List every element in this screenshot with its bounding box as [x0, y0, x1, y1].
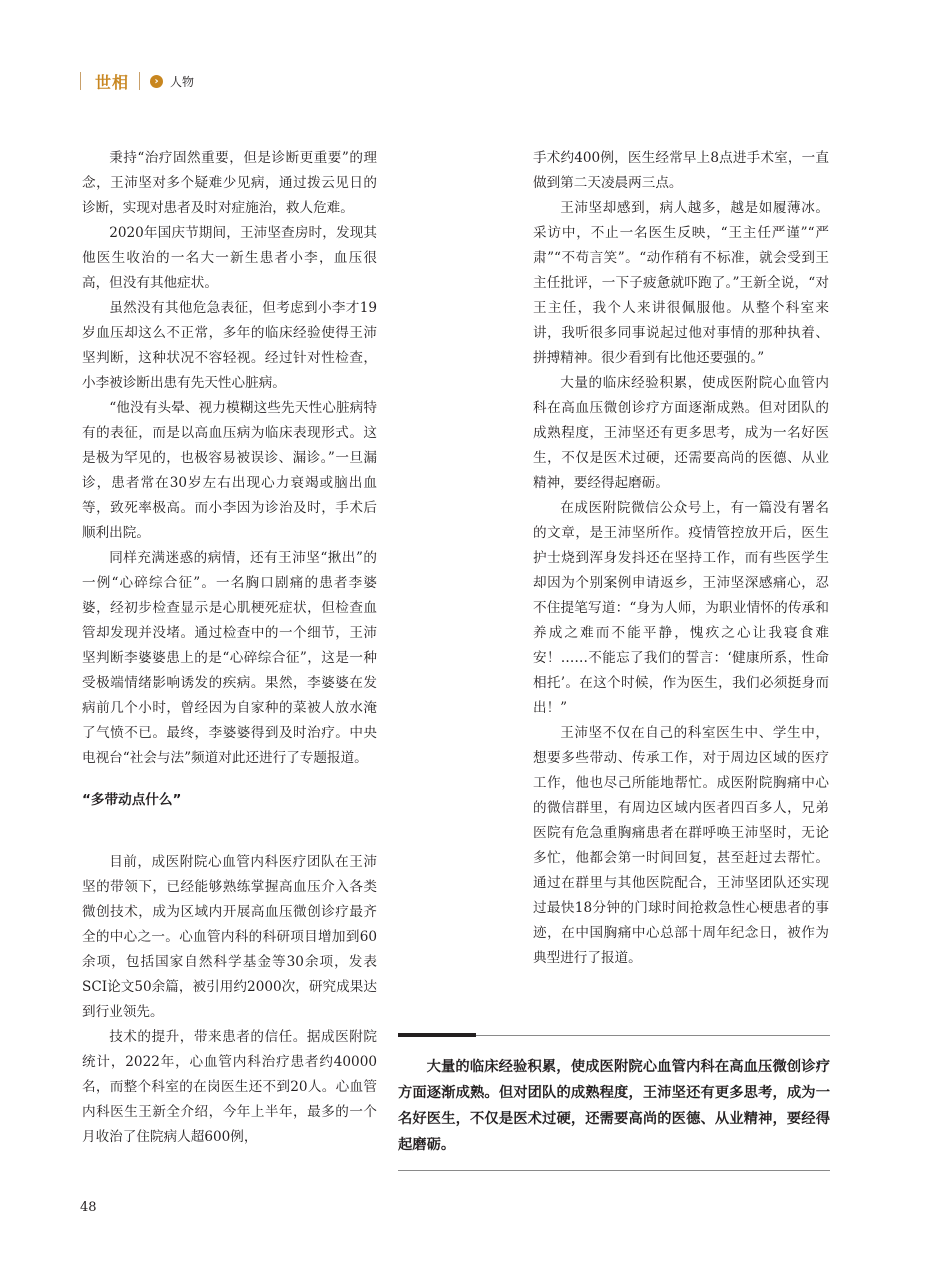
pull-quote-bottom-rule [398, 1170, 830, 1171]
left-column [82, 146, 377, 1150]
subheading: “多带动点什么” [82, 792, 182, 808]
header-divider [80, 72, 81, 90]
paragraph: 在成医附院微信公众号上，有一篇没有署名的文章，是王沛坚所作。疫情管控放开后，医生护士烧到浑身发抖还在坚持工作，而有些医学生却因为个别案例申请返乡，王沛坚深感痛心，忍不住提笔写道：“身为人师，为职业情怀的传承和养成之难而不能平静，愧疚之心让我寝食难安！……不能忘了我们的誓言：‘健康所系，性命相托’。在这个时候，作为医生，我们必须挺身而出！” [533, 500, 829, 716]
section-title: 世相 [95, 72, 130, 92]
paragraph-continuation: 手术约400例，医生经常早上8点进手术室，一直做到第二天凌晨两三点。 [533, 150, 829, 191]
paragraph: 同样充满迷惑的病情，还有王沛坚“揪出”的一例“心碎综合征”。一名胸口剧痛的患者李婆婆，经初步检查显示是心肌梗死症状，但检查血管却发现并没堵。通过检查中的一个细节，王沛坚判断李婆婆患上的是“心碎综合征”，这是一种受极端情绪影响诱发的疾病。果然，李婆婆在发病前几个小时，曾经因为自家种的菜被人放水淹了气愤不已。最终，李婆婆得到及时治疗。中央电视台“社会与法”频道对此还进行了专题报道。 [82, 550, 377, 766]
paragraph: 王沛坚却感到，病人越多，越是如履薄冰。采访中，不止一名医生反映，“王主任严谨”“严肃”“不苟言笑”。“动作稍有不标准，就会受到王主任批评，一下子疲惫就吓跑了。”王新全说，“对王主任，我个人来讲很佩服他。从整个科室来讲，我听很多同事说起过他对事情的那种执着、拼搏精神。很少看到有比他还要强的。” [533, 200, 829, 366]
paragraph: 秉持“治疗固然重要，但是诊断更重要”的理念，王沛坚对多个疑难少见病，通过拨云见日的诊断，实现对患者及时对症施治，救人危难。 [82, 150, 377, 216]
paragraph: 王沛坚不仅在自己的科室医生中、学生中，想要多些带动、传承工作，对于周边区域的医疗工作，他也尽己所能地帮忙。成医附院胸痛中心的微信群里，有周边区域内医者四百多人，兄弟医院有危急重胸痛患者在群呼唤王沛坚时，无论多忙，他都会第一时间回复，甚至赶过去帮忙。通过在群里与其他医院配合，王沛坚团队还实现过最快18分钟的门球时间抢救急性心梗患者的事迹，在中国胸痛中心总部十周年纪念日，被作为典型进行了报道。 [533, 725, 829, 966]
category-label: 人物 [170, 74, 195, 89]
paragraph: 虽然没有其他危急表征，但考虑到小李才19岁血压却这么不正常，多年的临床经验使得王沛坚判断，这种状况不容轻视。经过针对性检查，小李被诊断出患有先天性心脏病。 [82, 300, 377, 391]
chevron-right-icon: › [150, 75, 163, 88]
pull-quote: 大量的临床经验积累，使成医附院心血管内科在高血压微创诊疗方面逐渐成熟。但对团队的成熟程度，王沛坚还有更多思考，成为一名好医生，不仅是医术过硬，还需要高尚的医德、从业精神，要经得起磨砺。 [398, 1059, 830, 1153]
paragraph: “他没有头晕、视力模糊这些先天性心脏病特有的表征，而是以高血压病为临床表现形式。这是极为罕见的，也极容易被误诊、漏诊。”一旦漏诊，患者常在30岁左右出现心力衰竭或脑出血等，致死率极高。而小李因为诊治及时，手术后顺利出院。 [82, 400, 377, 541]
page-number: 48 [80, 1200, 97, 1215]
paragraph: 2020年国庆节期间，王沛坚查房时，发现其他医生收治的一名大一新生患者小李，血压很高，但没有其他症状。 [82, 225, 377, 291]
right-column [533, 146, 829, 971]
page-header [80, 70, 194, 92]
paragraph: 技术的提升，带来患者的信任。据成医附院统计，2022年，心血管内科治疗患者约40000名，而整个科室的在岗医生还不到20人。心血管内科医生王新全介绍，今年上半年，最多的一个月收治了住院病人超600例， [82, 1029, 377, 1145]
header-divider [139, 72, 140, 90]
pull-quote-accent-bar [398, 1033, 476, 1037]
paragraph: 目前，成医附院心血管内科医疗团队在王沛坚的带领下，已经能够熟练掌握高血压介入各类微创技术，成为区域内开展高血压微创诊疗最齐全的中心之一。心血管内科的科研项目增加到60余项，包括国家自然科学基金等30余项，发表SCI论文50余篇，被引用约2000次，研究成果达到行业领先。 [82, 854, 377, 1020]
paragraph: 大量的临床经验积累，使成医附院心血管内科在高血压微创诊疗方面逐渐成熟。但对团队的成熟程度，王沛坚还有更多思考，成为一名好医生，不仅是医术过硬，还需要高尚的医德、从业精神，要经得起磨砺。 [533, 375, 829, 491]
